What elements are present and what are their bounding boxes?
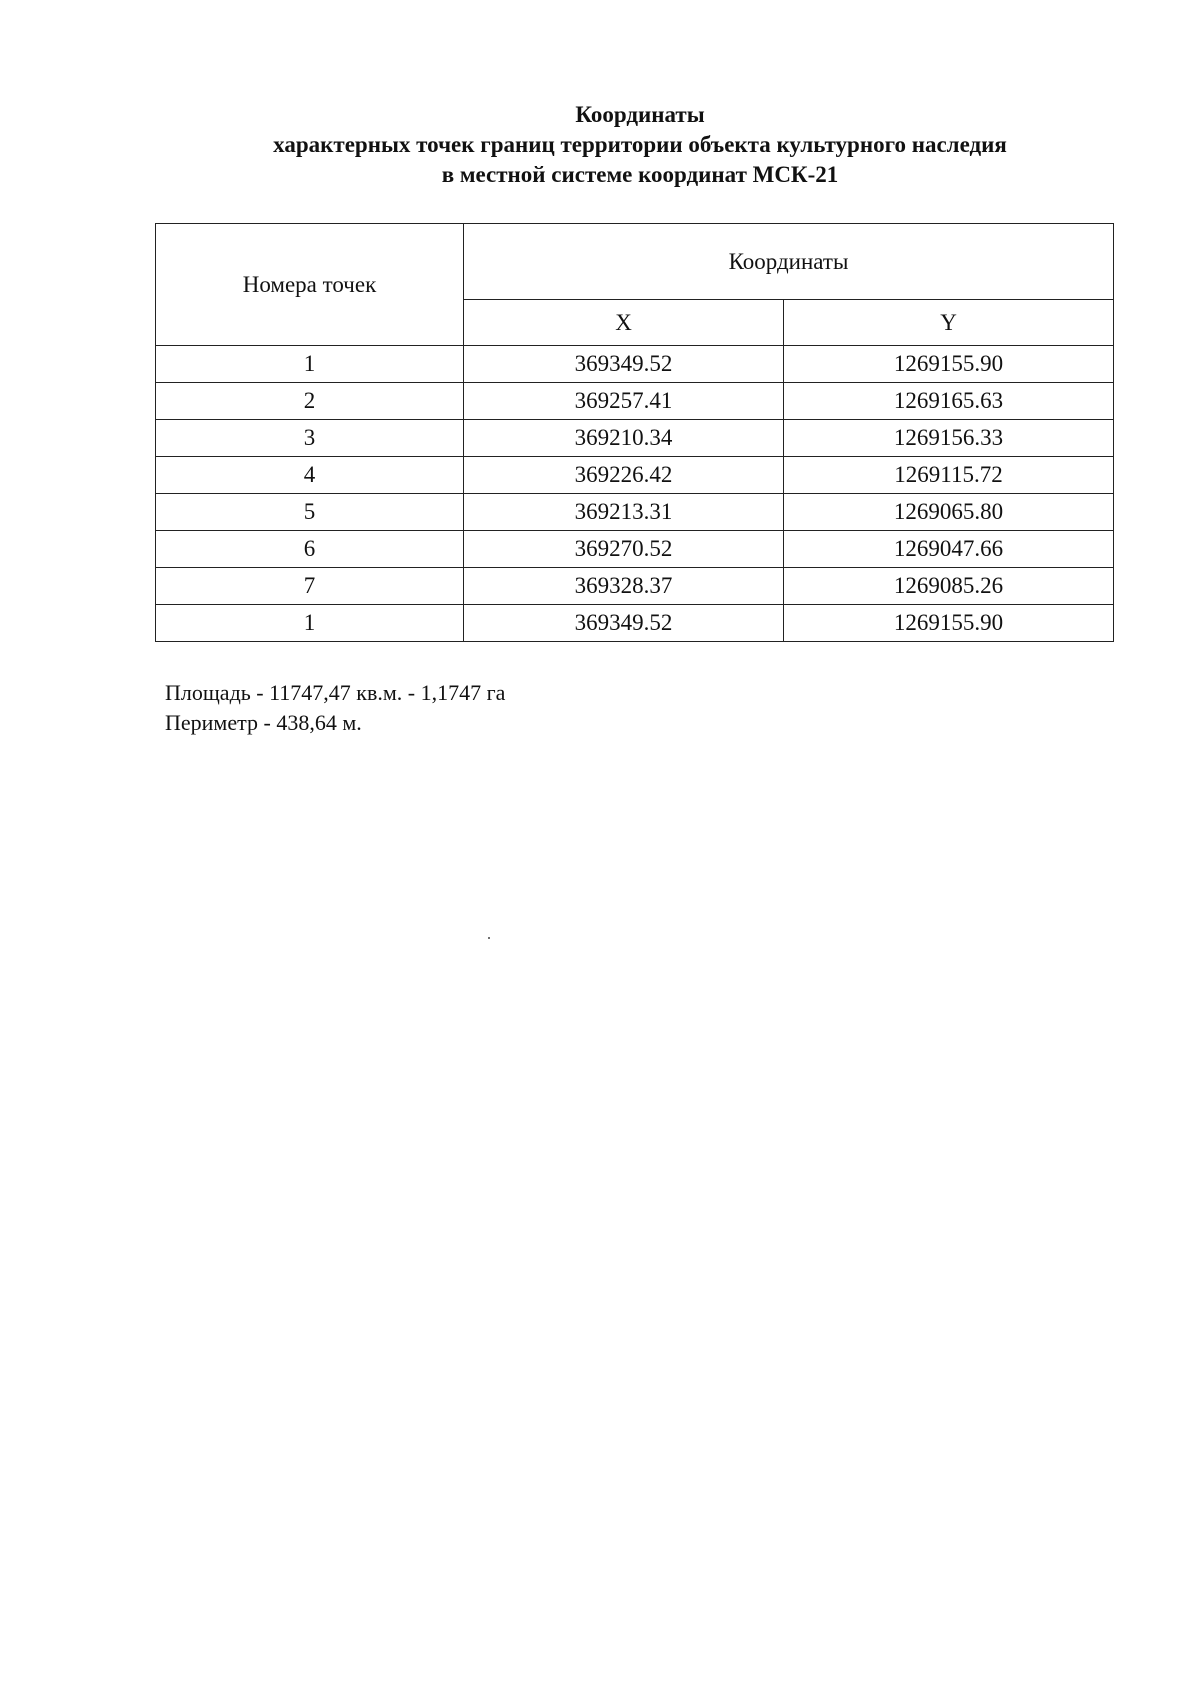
- y-coordinate-cell: 1269085.26: [784, 568, 1114, 605]
- x-coordinate-cell: 369349.52: [464, 605, 784, 642]
- y-coordinate-cell: 1269156.33: [784, 420, 1114, 457]
- point-number-cell: 1: [156, 346, 464, 383]
- table-row: [156, 383, 1114, 420]
- document-title: [150, 100, 1130, 190]
- y-coordinate-cell: 1269115.72: [784, 457, 1114, 494]
- perimeter-text: Периметр - 438,64 м.: [165, 710, 362, 735]
- table-header: [156, 224, 1114, 346]
- area-text: Площадь - 11747,47 кв.м. - 1,1747 га: [165, 680, 506, 705]
- x-coordinate-cell: 369270.52: [464, 531, 784, 568]
- title-line-3: в местной системе координат МСК-21: [441, 162, 839, 187]
- point-number-cell: 3: [156, 420, 464, 457]
- y-coordinate-cell: 1269065.80: [784, 494, 1114, 531]
- table-row: [156, 346, 1114, 383]
- point-number-cell: 4: [156, 457, 464, 494]
- y-coordinate-cell: 1269155.90: [784, 346, 1114, 383]
- x-coordinate-cell: 369213.31: [464, 494, 784, 531]
- y-coordinate-cell: 1269155.90: [784, 605, 1114, 642]
- table-row: [156, 420, 1114, 457]
- table-row: [156, 568, 1114, 605]
- table-row: [156, 605, 1114, 642]
- table-body: [156, 346, 1114, 642]
- scan-speck: [488, 937, 490, 939]
- title-line-2: характерных точек границ территории объекта культурного наследия: [273, 132, 1007, 157]
- point-number-cell: 5: [156, 494, 464, 531]
- header-coordinates: Координаты: [464, 224, 1114, 300]
- point-number-cell: 1: [156, 605, 464, 642]
- header-point-numbers: Номера точек: [156, 224, 464, 346]
- x-coordinate-cell: 369210.34: [464, 420, 784, 457]
- table-row: [156, 457, 1114, 494]
- summary-notes: [165, 678, 505, 738]
- header-x: X: [464, 300, 784, 346]
- coordinates-table: [155, 223, 1114, 642]
- point-number-cell: 6: [156, 531, 464, 568]
- x-coordinate-cell: 369328.37: [464, 568, 784, 605]
- table-row: [156, 494, 1114, 531]
- x-coordinate-cell: 369257.41: [464, 383, 784, 420]
- header-y: Y: [784, 300, 1114, 346]
- y-coordinate-cell: 1269047.66: [784, 531, 1114, 568]
- x-coordinate-cell: 369349.52: [464, 346, 784, 383]
- table-row: [156, 531, 1114, 568]
- x-coordinate-cell: 369226.42: [464, 457, 784, 494]
- y-coordinate-cell: 1269165.63: [784, 383, 1114, 420]
- point-number-cell: 7: [156, 568, 464, 605]
- point-number-cell: 2: [156, 383, 464, 420]
- title-line-1: Координаты: [575, 102, 705, 127]
